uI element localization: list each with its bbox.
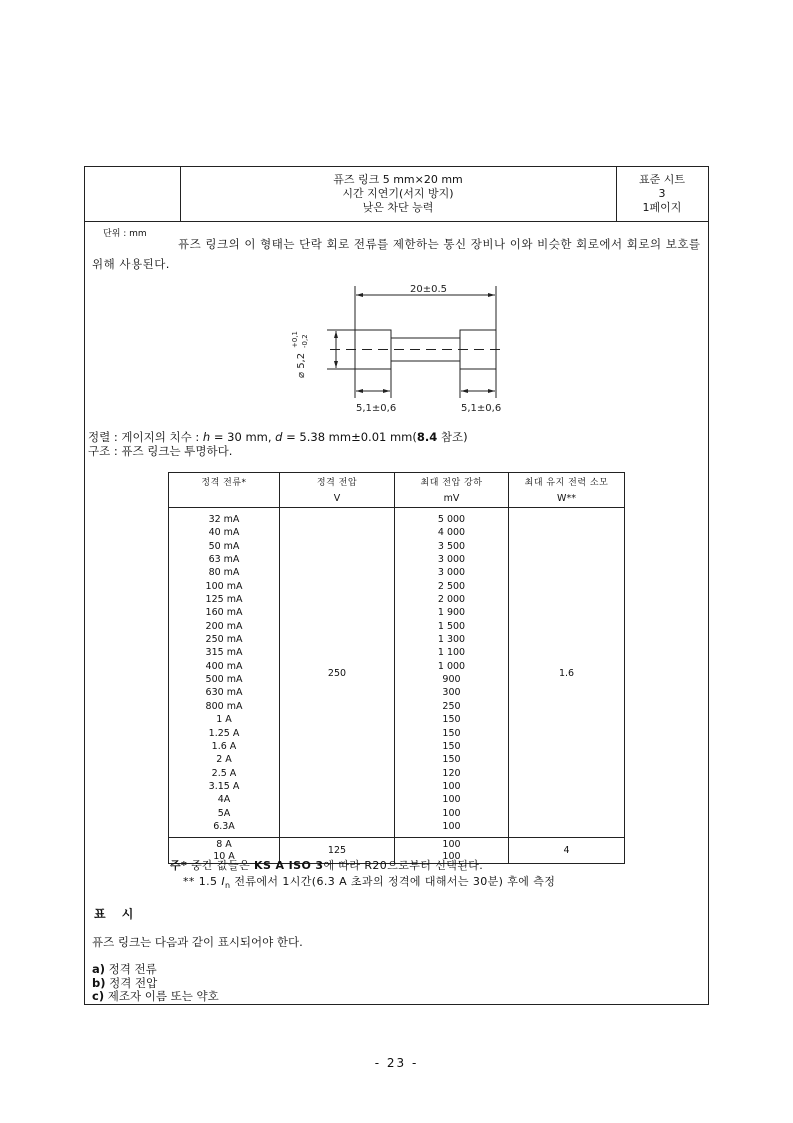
alignment-label: 정렬 : 게이지의 치수 : — [88, 430, 203, 444]
list-text: 제조자 이름 또는 약호 — [104, 989, 219, 1003]
table-cell-value: 315 mA — [205, 647, 243, 659]
unit-voltage: V — [280, 490, 395, 508]
table-cell-value: 1 500 — [437, 620, 466, 632]
table-cell-value: 4 000 — [437, 527, 466, 539]
title-line: 퓨즈 링크 5 mm×20 mm — [333, 173, 463, 186]
table-cell-value: 1 300 — [437, 634, 466, 646]
table-cell-value: 3 000 — [437, 554, 466, 566]
h-symbol: h — [202, 430, 211, 444]
unit-label: 단위 : mm — [103, 229, 147, 239]
footnote-text: 에 따라 R20으로부터 선택된다. — [323, 859, 484, 872]
table-cell-value: 800 mA — [205, 700, 243, 712]
table-cell-value: 2.5 A — [211, 767, 237, 779]
table-cell-value: 100 — [442, 807, 461, 819]
title-line: 시간 지연기(서지 방지) — [342, 187, 454, 200]
marking-heading: 표 시 — [94, 907, 140, 921]
footnote-text: 1.5 — [194, 875, 222, 888]
table-cell-value: 100 — [442, 794, 461, 806]
marking-description: 퓨즈 링크는 다음과 같이 표시되어야 한다. — [92, 935, 303, 949]
footnote-text: 전류에서 1시간(6.3 A 초과의 정격에 대해서는 30분) 후에 측정 — [230, 875, 556, 888]
header-sheet-cell — [616, 167, 708, 221]
ratings-table — [168, 472, 625, 864]
table-cell-value: 1 000 — [437, 660, 466, 672]
table-cell-value: 50 mA — [208, 540, 240, 552]
list-letter: c) — [92, 989, 105, 1003]
table-cell-value: 500 mA — [205, 674, 243, 686]
reference-suffix: 참조) — [437, 430, 468, 444]
header-max-power-dissipation: 최대 유지 전력 소모 — [509, 473, 625, 491]
table-cell-value: 32 mA — [208, 514, 240, 525]
footnote-text: 중간 값들은 — [187, 859, 255, 872]
sheet-page: 1페이지 — [642, 201, 682, 214]
table-cell-value: 300 — [442, 687, 461, 699]
table-row — [169, 508, 625, 838]
table-unit-row — [169, 490, 625, 508]
current-subscript: n — [224, 881, 231, 891]
table-cell-value: 250 mA — [205, 634, 243, 646]
list-item — [92, 963, 219, 977]
left-cap-label: 5,1±0,6 — [356, 403, 397, 414]
table-header-row — [169, 473, 625, 491]
voltage-value: 250 — [280, 508, 395, 838]
table-cell-value: 100 — [442, 780, 461, 792]
table-cell-value: 1 100 — [437, 647, 466, 659]
header-blank-cell — [85, 167, 181, 221]
table-cell-value: 3.15 A — [208, 780, 240, 792]
fuse-link-drawing — [290, 278, 505, 420]
d-symbol: d — [275, 430, 283, 444]
construction-spec: 구조 : 퓨즈 링크는 투명하다. — [88, 444, 233, 458]
table-cell-value: 40 mA — [208, 527, 240, 539]
table-cell-value: 1 900 — [437, 607, 466, 619]
table-cell-value: 150 — [442, 714, 461, 726]
table-cell-value: 2 A — [216, 754, 232, 766]
d-value: = 5.38 mm±0.01 mm( — [282, 430, 417, 444]
sheet-number: 3 — [658, 187, 666, 200]
table-cell-value: 100 — [442, 820, 461, 832]
diameter-tolerance-lower: -0,2 — [301, 334, 309, 348]
right-cap-label: 5,1±0,6 — [461, 403, 502, 414]
table-cell-value: 4A — [217, 794, 231, 806]
header-max-voltage-drop: 최대 전압 강하 — [395, 473, 509, 491]
table-cell-value: 1.6 A — [211, 740, 237, 752]
footnote-1 — [170, 859, 483, 873]
table-cell-value: 5A — [217, 807, 231, 819]
page-number: - 23 - — [374, 1056, 419, 1070]
table-cell-value: 3 000 — [437, 567, 466, 579]
sheet-header — [85, 167, 708, 222]
diameter-label: ⌀ 5,2 — [296, 352, 307, 378]
header-rated-current: 정격 전류* — [169, 473, 280, 491]
table-cell-value: 150 — [442, 727, 461, 739]
title-line: 낮은 차단 능력 — [362, 201, 434, 214]
h-value: = 30 mm, — [210, 430, 276, 444]
table-cell-value: 200 mA — [205, 620, 243, 632]
table-cell-value: 120 — [442, 767, 461, 779]
sheet-label: 표준 시트 — [638, 173, 685, 186]
list-text: 정격 전류 — [105, 962, 157, 976]
unit-power: W** — [509, 490, 625, 508]
table-cell-value: 150 — [442, 740, 461, 752]
table-cell-value: 2 500 — [437, 580, 466, 592]
list-text: 정격 전압 — [105, 975, 158, 990]
unit-current — [169, 490, 280, 508]
standard-reference: KS A ISO 3 — [254, 859, 324, 872]
current-list — [169, 508, 280, 838]
length-label: 20±0.5 — [410, 284, 448, 295]
list-item — [92, 990, 219, 1004]
voltage-drop-list — [395, 508, 509, 838]
table-cell-value: 80 mA — [208, 567, 240, 579]
intro-paragraph: 퓨즈 링크의 이 형태는 단락 회로 전류를 제한하는 통신 장비나 이와 비슷한 회로에서 회로의 보호를 위해 사용된다. — [92, 237, 701, 271]
table-cell-value: 3 500 — [437, 540, 466, 552]
table-cell-value: 630 mA — [205, 687, 243, 699]
table-cell-value: 1.25 A — [208, 727, 240, 739]
table-cell-value: 5 000 — [437, 514, 466, 525]
footnote-2 — [183, 875, 555, 893]
diameter-tolerance-upper: +0,1 — [291, 331, 299, 348]
table-cell-value: 250 — [442, 700, 461, 712]
list-item — [92, 977, 219, 991]
header-rated-voltage: 정격 전압 — [280, 473, 395, 491]
header-title-cell — [180, 167, 617, 221]
power-value: 4 — [509, 838, 625, 864]
list-letter: a) — [92, 962, 106, 976]
footnote-mark: 주* — [170, 859, 188, 872]
table-cell-value: 1 A — [216, 714, 232, 726]
table-cell-value: 160 mA — [205, 607, 243, 619]
power-value: 1.6 — [509, 508, 625, 838]
table-cell-value: 100 — [442, 851, 461, 863]
table-cell-value: 10 A — [213, 851, 235, 863]
list-letter: b) — [92, 975, 106, 990]
table-cell-value: 125 mA — [205, 594, 243, 606]
current-symbol: I — [221, 875, 225, 888]
clause-reference: 8.4 — [416, 430, 438, 444]
marking-list — [92, 963, 219, 1004]
table-cell-value: 63 mA — [208, 554, 240, 566]
table-cell-value: 150 — [442, 754, 461, 766]
table-cell-value: 8 A — [216, 839, 232, 851]
unit-voltage-drop: mV — [395, 490, 509, 508]
table-cell-value: 400 mA — [205, 660, 243, 672]
table-cell-value: 6.3A — [213, 820, 235, 832]
table-cell-value: 100 — [442, 839, 461, 851]
alignment-spec — [88, 430, 468, 444]
table-cell-value: 2 000 — [437, 594, 466, 606]
table-cell-value: 100 mA — [205, 580, 243, 592]
table-cell-value: 900 — [442, 674, 461, 686]
voltage-value: 125 — [280, 838, 395, 864]
footnote-mark: ** — [183, 875, 195, 888]
